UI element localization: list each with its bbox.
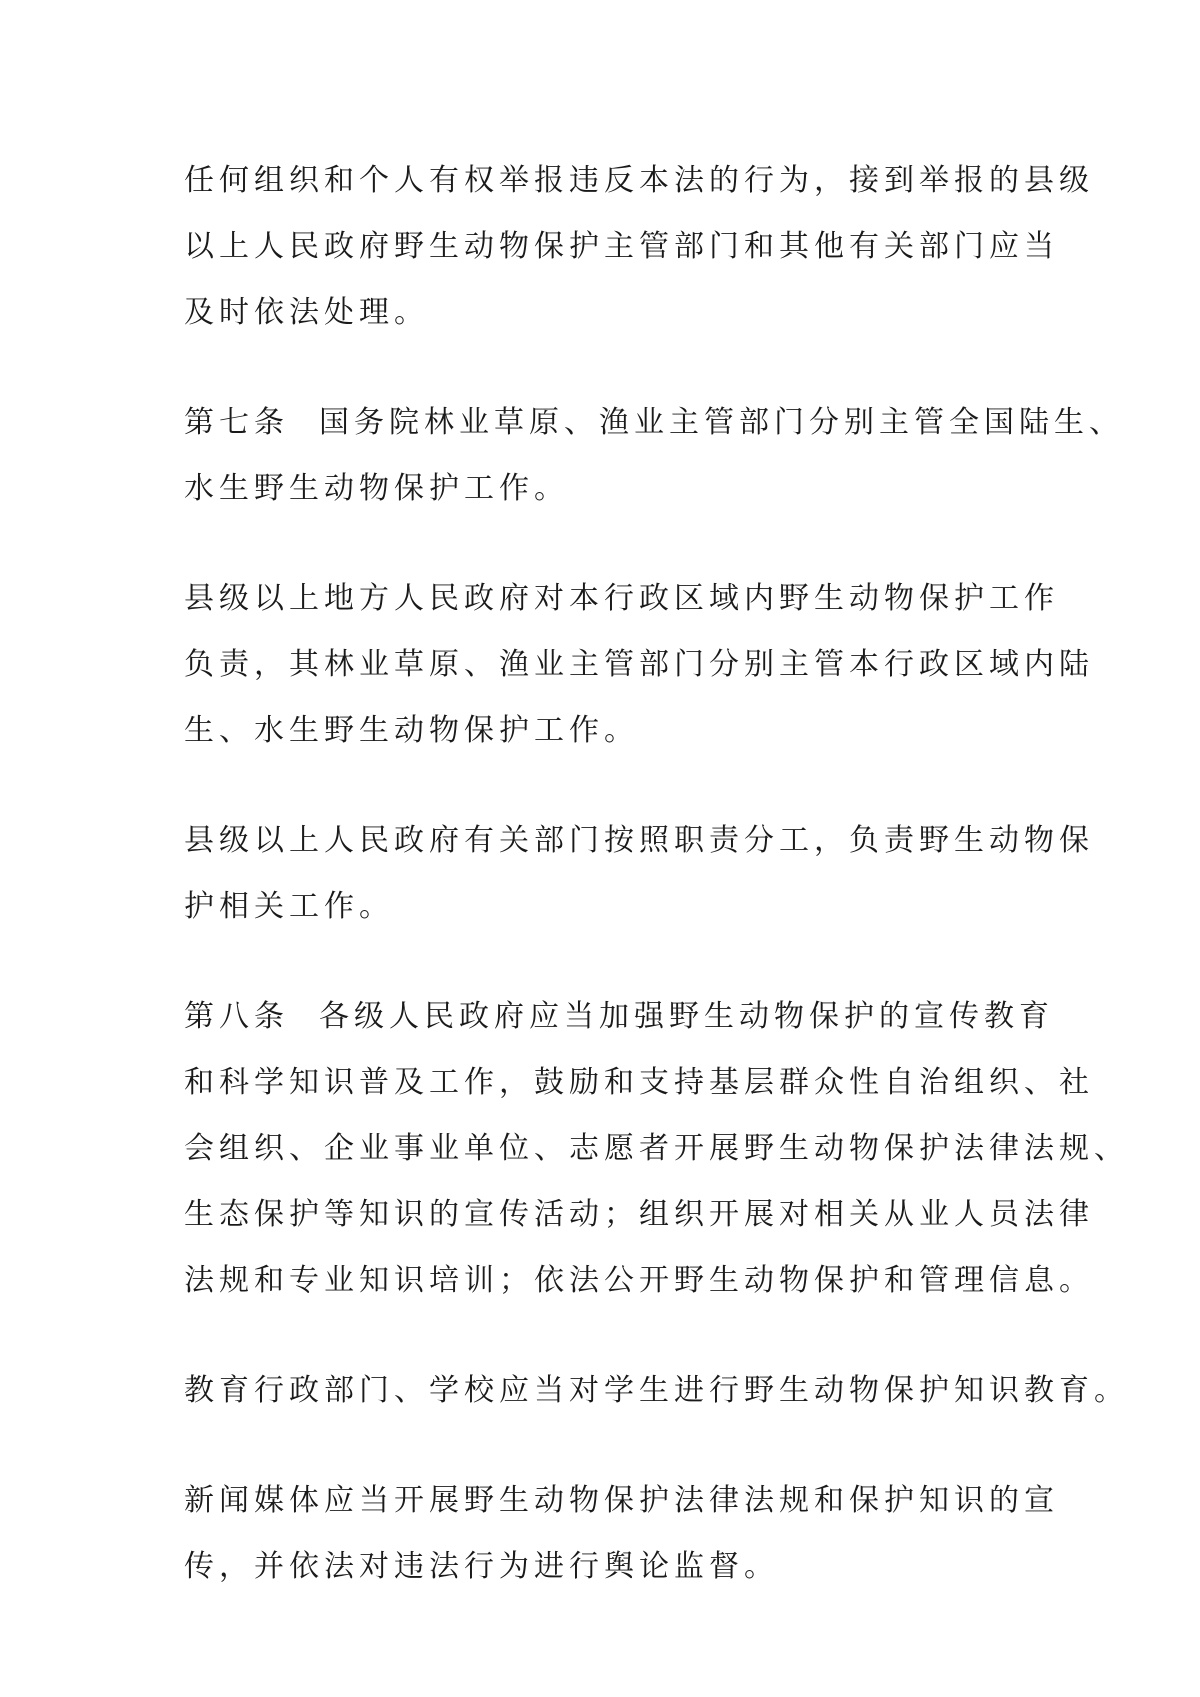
paragraph-local-government — [184, 566, 1094, 764]
text-line: 及时依法处理。 — [184, 295, 429, 330]
paragraph-article-8 — [184, 984, 1129, 1314]
text-line: 和科学知识普及工作，鼓励和支持基层群众性自治组织、社 — [184, 1065, 1094, 1100]
text-line: 生态保护等知识的宣传活动；组织开展对相关从业人员法律 — [184, 1197, 1094, 1232]
article-number: 第七条 — [184, 405, 289, 440]
text-line: 县级以上人民政府有关部门按照职责分工，负责野生动物保 — [184, 823, 1094, 858]
text-line: 负责，其林业草原、渔业主管部门分别主管本行政区域内陆 — [184, 647, 1094, 682]
text-line: 生、水生野生动物保护工作。 — [184, 713, 639, 748]
text-line: 任何组织和个人有权举报违反本法的行为，接到举报的县级 — [184, 163, 1094, 198]
text-line: 以上人民政府野生动物保护主管部门和其他有关部门应当 — [184, 229, 1059, 264]
text-line: 传，并依法对违法行为进行舆论监督。 — [184, 1549, 779, 1584]
text-line: 护相关工作。 — [184, 889, 394, 924]
text-line — [184, 984, 1054, 1050]
text-line: 法规和专业知识培训；依法公开野生动物保护和管理信息。 — [184, 1263, 1094, 1298]
paragraph-article-7 — [184, 390, 1124, 522]
article-number: 第八条 — [184, 999, 289, 1034]
text-line: 新闻媒体应当开展野生动物保护法律法规和保护知识的宣 — [184, 1483, 1059, 1518]
text-line: 水生野生动物保护工作。 — [184, 471, 569, 506]
paragraph-relevant-departments — [184, 808, 1094, 940]
text-line: 县级以上地方人民政府对本行政区域内野生动物保护工作 — [184, 581, 1059, 616]
text-line: 教育行政部门、学校应当对学生进行野生动物保护知识教育。 — [184, 1373, 1129, 1408]
text-line: 会组织、企业事业单位、志愿者开展野生动物保护法律法规、 — [184, 1131, 1129, 1166]
paragraph-education — [184, 1358, 1129, 1424]
text-line-content: 各级人民政府应当加强野生动物保护的宣传教育 — [319, 999, 1054, 1034]
document-body — [184, 148, 1129, 1644]
text-line-content: 国务院林业草原、渔业主管部门分别主管全国陆生、 — [319, 405, 1124, 440]
text-line — [184, 390, 1124, 456]
paragraph-reporting — [184, 148, 1094, 346]
paragraph-media — [184, 1468, 1059, 1600]
